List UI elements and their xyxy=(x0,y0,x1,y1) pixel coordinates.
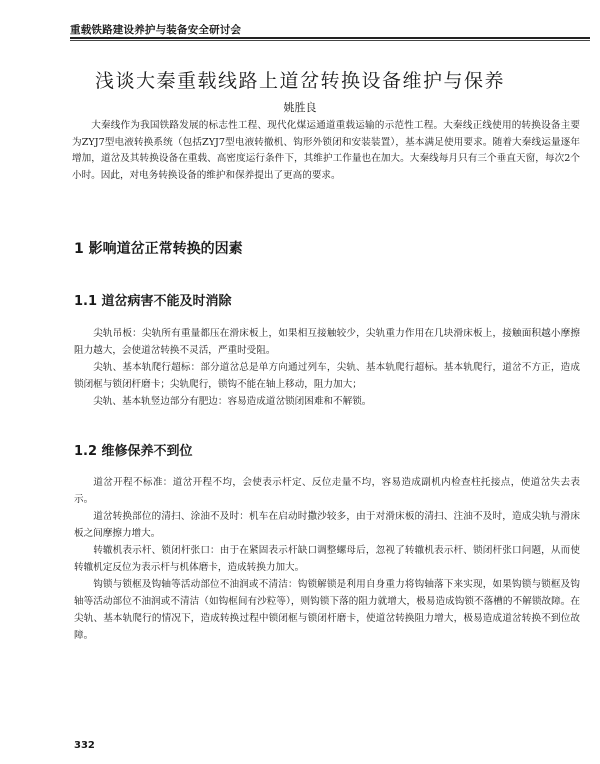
body-paragraph: 道岔开程不标准：道岔开程不均，会使表示杆定、反位走量不均，容易造成副机内检查柱托接点，使道岔失去表示。 xyxy=(74,477,580,505)
body-paragraph: 钩锁与锁框及钩轴等活动部位不油润或不清洁：钩锁解锁是利用自身重力将钩轴落下来实现，如果钩锁与锁框及钩轴等活动部位不油润或不清洁（如钩框间有沙粒等），则钩锁下落的阻力就增大，极易造成钩锁不落槽的不解锁故障。在尖轨、基本轨爬行的情况下，造成转换过程中锁闭框与锁闭杆磨卡，使道岔转换阻力增大，极易造成道岔转换不到位故障。 xyxy=(74,579,580,641)
body-paragraph: 尖轨吊板：尖轨所有重量都压在滑床板上，如果相互接触较少，尖轨重力作用在几块滑床板上，接触面积越小摩擦阻力越大，会使道岔转换不灵活，严重时受阻。 xyxy=(74,328,580,356)
body-paragraph: 转辙机表示杆、锁闭杆张口：由于在紧固表示杆缺口调整螺母后，忽视了转辙机表示杆、锁闭杆张口问题，从而使转辙机定反位为表示杆与机体磨卡，造成转换力加大。 xyxy=(74,545,580,573)
section-heading-1-1: 1.1 道岔病害不能及时消除 xyxy=(74,294,232,309)
page-number: 332 xyxy=(74,740,95,751)
header-rule-thin xyxy=(70,40,590,41)
body-paragraph: 尖轨、基本轨爬行超标：部分道岔总是单方向通过列车，尖轨、基本轨爬行超标。基本轨爬行，道岔不方正，造成锁闭框与锁闭杆磨卡；尖轨爬行，锁钩不能在轴上移动，阻力加大； xyxy=(74,362,580,390)
running-header: 重载铁路建设养护与装备安全研讨会 xyxy=(70,24,242,36)
section-1-1-body xyxy=(74,325,580,410)
header-rule xyxy=(70,37,590,39)
section-1-2-body xyxy=(74,474,580,644)
body-paragraph: 道岔转换部位的清扫、涂油不及时：机车在启动时撒沙较多，由于对滑床板的清扫、注油不及时，造成尖轨与滑床板之间摩擦力增大。 xyxy=(74,511,580,539)
abstract-paragraph: 大秦线作为我国铁路发展的标志性工程、现代化煤运通道重载运输的示范性工程。大秦线正线使用的转换设备主要为ZYJ7型电液转换系统（包括ZYJ7型电液转撤机、钩形外锁闭和安装装置），基本满足使用要求。随着大秦线运量逐年增加，道岔及其转换设备在重载、高密度运行条件下，其维护工作量也在加大。大秦线每月只有三个垂直天窗，每次2个小时。因此，对电务转换设备的维护和保养提出了更高的要求。 xyxy=(72,120,580,181)
paper-title: 浅谈大秦重载线路上道岔转换设备维护与保养 xyxy=(94,70,505,92)
body-paragraph: 尖轨、基本轨竖边部分有肥边：容易造成道岔锁闭困难和不解锁。 xyxy=(93,396,372,407)
author-name: 姚胜良 xyxy=(283,101,317,114)
section-heading-1: 1 影响道岔正常转换的因素 xyxy=(74,241,243,257)
section-heading-1-2: 1.2 维修保养不到位 xyxy=(74,444,193,459)
